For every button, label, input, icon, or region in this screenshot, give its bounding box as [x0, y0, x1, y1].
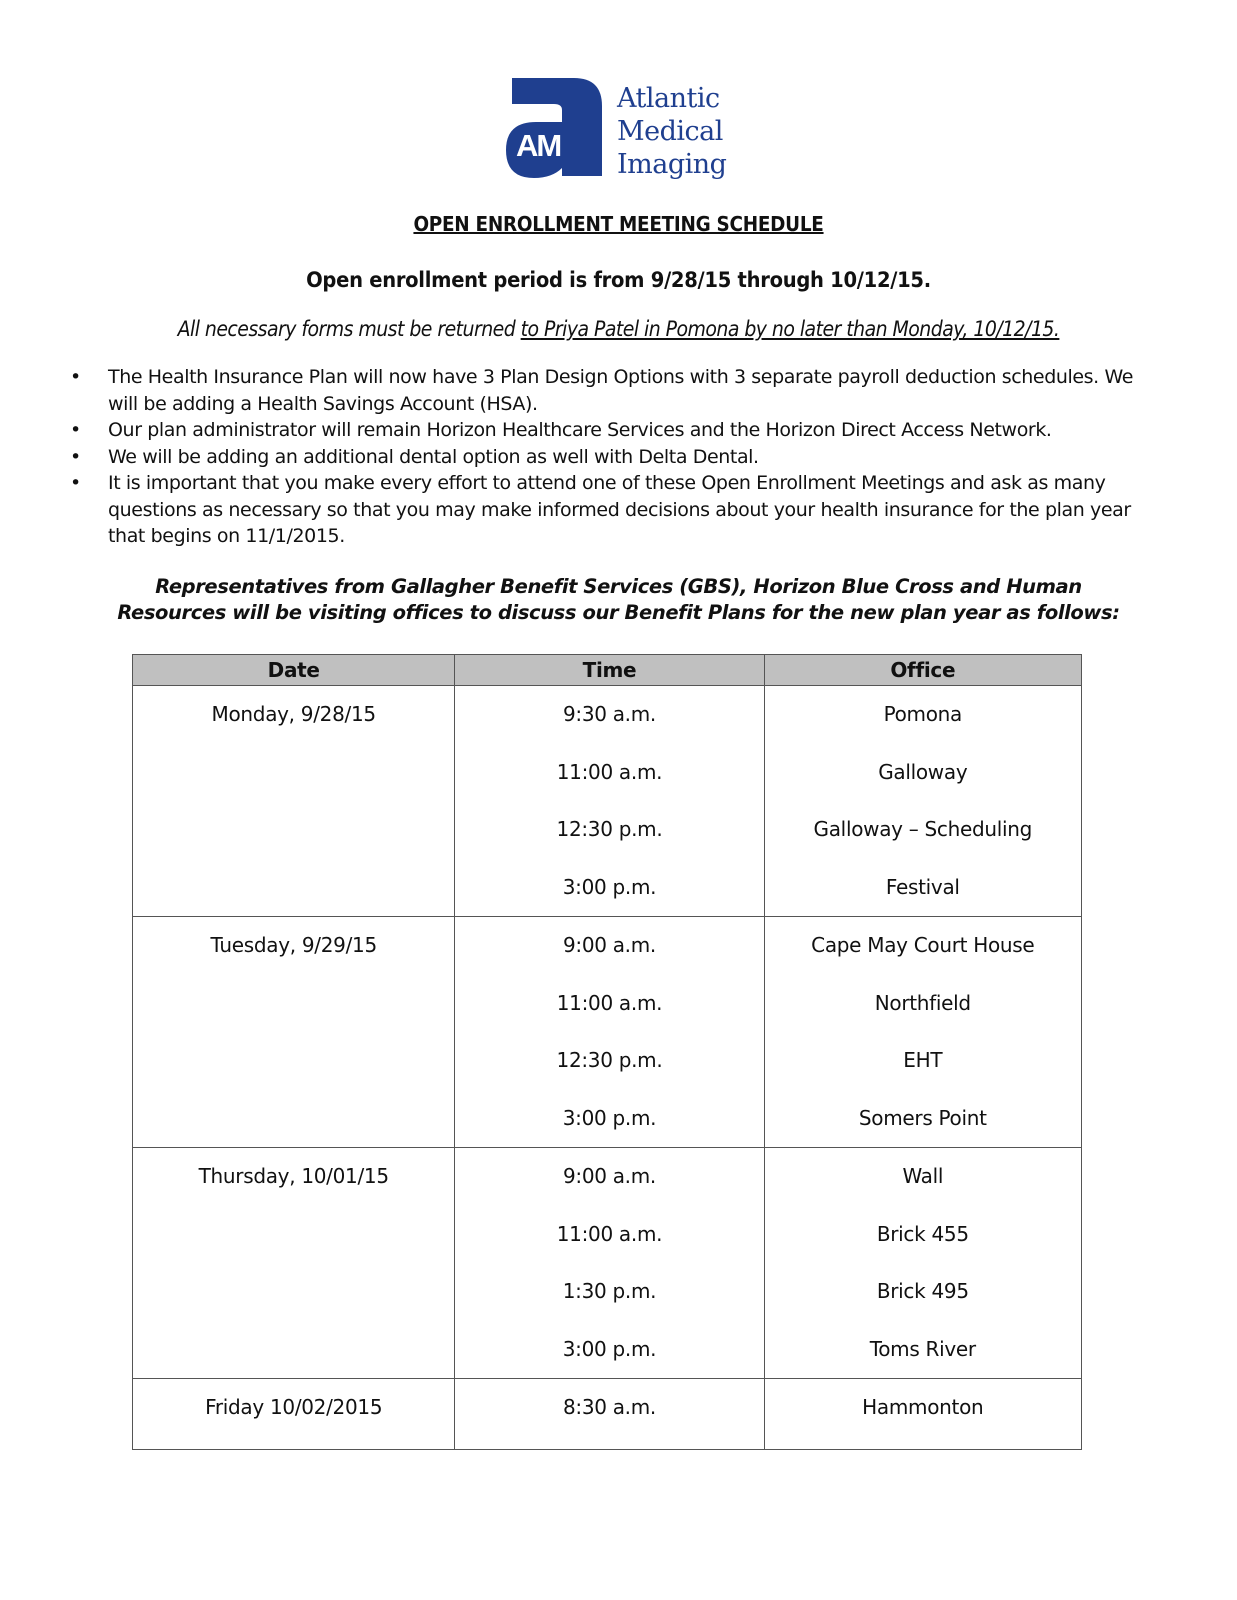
office-cell: Pomona Galloway Galloway – Scheduling Festival — [764, 686, 1081, 917]
svg-text:AM: AM — [516, 128, 561, 163]
office-cell: Hammonton — [764, 1379, 1081, 1450]
bullet-item: • It is important that you make every effort to attend one of these Open Enrollment Meetings and ask as many questions as necessary so that you may make informed decisions about your health insurance for the plan year that begins on 11/1/2015. — [70, 472, 1131, 547]
info-bullet-list — [70, 364, 1160, 550]
logo-line-3: Imaging — [617, 149, 727, 180]
representatives-notice — [0, 574, 1237, 626]
forms-notice-prefix: All necessary forms must be returned — [177, 317, 521, 341]
meeting-schedule-table — [132, 654, 1082, 1450]
time-cell: 8:30 a.m. — [455, 1379, 764, 1450]
time-cell: 9:30 a.m. 11:00 a.m. 12:30 p.m. 3:00 p.m. — [455, 686, 764, 917]
table-row — [133, 686, 1082, 917]
logo-line-1: Atlantic — [617, 83, 720, 114]
forms-notice-underlined: to Priya Patel in Pomona by no later than Monday, 10/12/15. — [520, 317, 1060, 341]
am-logo-mark-icon — [504, 70, 608, 180]
table-row — [133, 1148, 1082, 1379]
company-name — [617, 82, 726, 181]
header-office: Office — [764, 655, 1081, 686]
date-cell: Monday, 9/28/15 — [133, 686, 455, 917]
table-row — [133, 1379, 1082, 1450]
representatives-line-1: Representatives from Gallagher Benefit Services (GBS), Horizon Blue Cross and Human — [155, 575, 1082, 598]
bullet-item: • The Health Insurance Plan will now have 3 Plan Design Options with 3 separate payroll deduction schedules. We will be adding a Health Savings Account (HSA). — [70, 366, 1134, 415]
bullet-icon: • — [70, 419, 81, 441]
date-cell: Friday 10/02/2015 — [133, 1379, 455, 1450]
enrollment-period: Open enrollment period is from 9/28/15 through 10/12/15. — [306, 268, 931, 292]
bullet-item: • Our plan administrator will remain Horizon Healthcare Services and the Horizon Direct Access Network. — [70, 417, 1160, 444]
logo-line-2: Medical — [617, 116, 723, 147]
header-time: Time — [455, 655, 764, 686]
bullet-icon: • — [70, 445, 81, 468]
time-cell: 9:00 a.m. 11:00 a.m. 12:30 p.m. 3:00 p.m. — [455, 917, 764, 1148]
date-cell: Thursday, 10/01/15 — [133, 1148, 455, 1379]
page-title: OPEN ENROLLMENT MEETING SCHEDULE — [413, 212, 824, 236]
office-cell: Wall Brick 455 Brick 495 Toms River — [764, 1148, 1081, 1379]
bullet-icon: • — [70, 366, 81, 388]
bullet-icon: • — [70, 472, 81, 494]
date-cell: Tuesday, 9/29/15 — [133, 917, 455, 1148]
forms-notice — [62, 317, 1175, 341]
bullet-item: • We will be adding an additional dental option as well with Delta Dental. — [70, 444, 1160, 471]
company-logo — [504, 70, 744, 185]
time-cell: 9:00 a.m. 11:00 a.m. 1:30 p.m. 3:00 p.m. — [455, 1148, 764, 1379]
header-date: Date — [133, 655, 455, 686]
table-header-row — [133, 655, 1082, 686]
representatives-line-2: Resources will be visiting offices to discuss our Benefit Plans for the new plan year as follows: — [117, 601, 1120, 624]
table-row — [133, 917, 1082, 1148]
office-cell: Cape May Court House Northfield EHT Somers Point — [764, 917, 1081, 1148]
